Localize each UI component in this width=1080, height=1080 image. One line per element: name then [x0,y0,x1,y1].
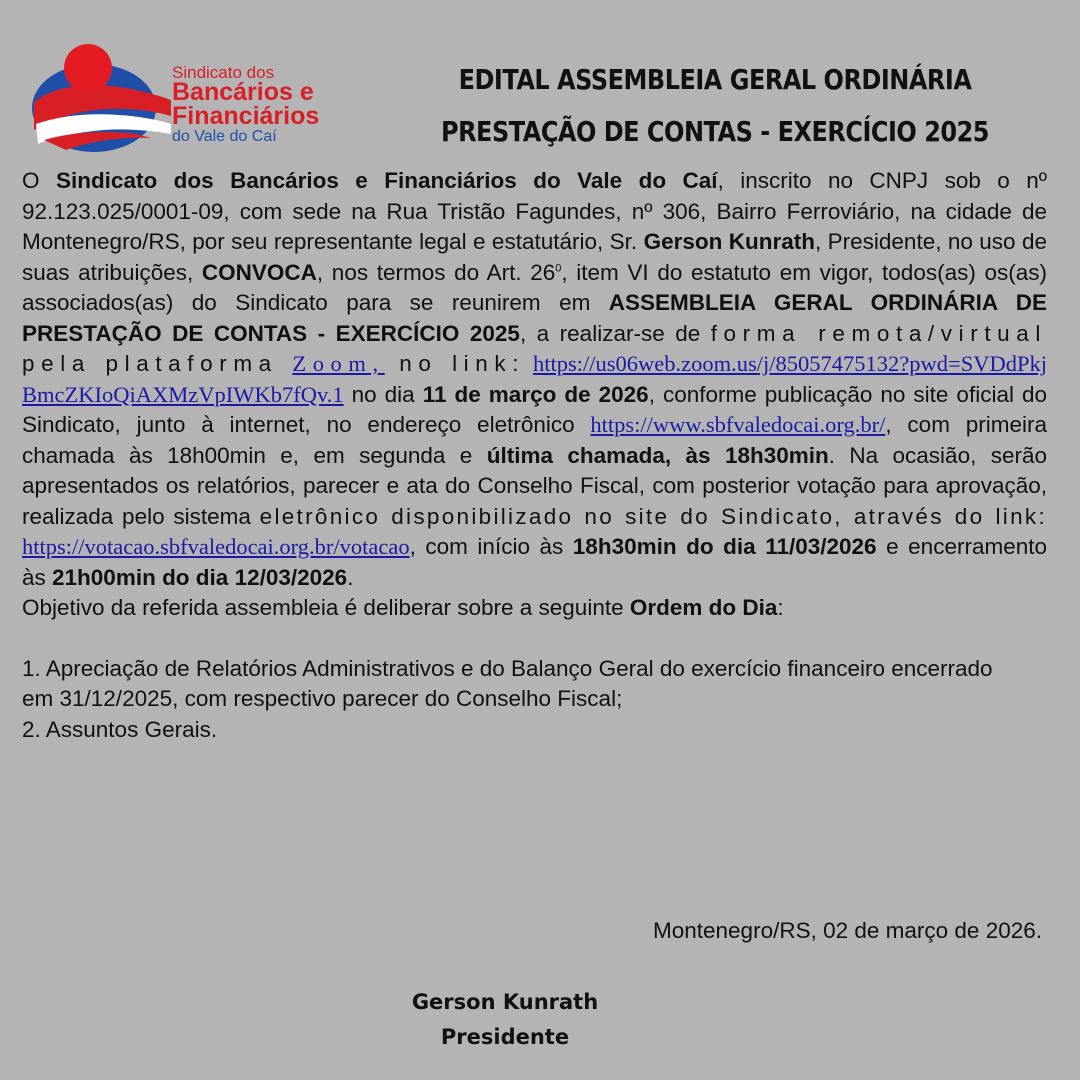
agenda-item: 1. Apreciação de Relatórios Administrativos e do Balanço Geral do exercício financeiro encerrado em 31/12/2025, com respectivo parecer do Conselho Fiscal; [22,655,993,711]
logo-text-line2: Bancários e [172,78,314,106]
last-call-time: última chamada, às 18h30min [486,442,829,468]
notice-body [22,166,1047,745]
agenda-label: Ordem do Dia [629,595,778,620]
agenda-list [22,654,1047,746]
assembly-name: ASSEMBLEIA GERAL ORDINÁRIA DE PRESTAÇÃO DE CONTAS - EXERCÍCIO 2025 [22,290,1047,346]
text: O [22,168,56,193]
agenda-intro [22,593,1047,624]
union-name: Sindicato dos Bancários e Financiários do Vale do Caí [55,168,718,193]
union-logo [26,40,356,160]
text: . Na ocasião, serão apresentados os relatórios, parecer e ata do Conselho Fiscal, com posterior votação para aprovação, realizada pelo sistema [22,442,1048,529]
logo-text-line3: Financiários [172,102,320,130]
text: no dia [343,381,423,407]
document-title: EDITAL ASSEMBLEIA GERAL ORDINÁRIA [458,63,972,97]
text: , inscrito no CNPJ sob o nº 92.123.025/0001-09, com sede na Rua Tristão Fagundes, nº 306, Bairro Ferroviário, na cidade de Montenegro/RS, por seu representante legal e estatutário, Sr. [22,168,1047,254]
meeting-date: 11 de março de 2026 [422,381,649,407]
text: , nos termos do Art. 26 [316,259,556,285]
text: , item VI do estatuto em vigor, todos(as) os(as) associados(as) do Sindicato para se reunirem em [22,259,1047,315]
text: , com primeira chamada às 18h00min e, em segunda e [22,412,1047,468]
text: forma remota/virtual pela plataforma [22,320,1047,376]
text: , com início às [409,534,573,559]
superscript: 0 [555,262,562,274]
text: no link: [384,351,526,376]
text: . [347,564,354,590]
logo-emblem-icon [26,40,176,160]
text: , a realizar-se de [519,320,711,346]
text: eletrônico disponibilizado no site do Sindicato, através do link: [259,503,1047,529]
signature-role: Presidente [440,1025,570,1049]
text: e encerramento às [22,534,1047,590]
logo-text-line1: Sindicato dos [172,63,275,82]
text: : [777,595,784,620]
agenda-item: 2. Assuntos Gerais. [22,716,218,742]
text: , Presidente, no uso de suas atribuições, [22,229,1047,285]
president-name: Gerson Kunrath [643,229,815,254]
voting-start: 18h30min do dia 11/03/2026 [572,534,877,559]
zoom-link[interactable]: Zoom, [292,351,385,376]
text: , conforme publicação no site oficial do Sindicato, junto à internet, no endereço eletrônico [22,381,1047,437]
signature-name: Gerson Kunrath [411,990,599,1014]
notice-paragraph [22,166,1047,593]
logo-text-line4: do Vale do Caí [172,128,277,145]
zoom-meeting-link[interactable]: https://us06web.zoom.us/j/85057475132?pwd=SVDdPkjBmcZKIoQiAXMzVpIWKb7fQv.1 [22,351,1047,407]
voting-link[interactable]: https://votacao.sbfvaledocai.org.br/votacao [22,534,410,559]
text: Objetivo da referida assembleia é deliberar sobre a seguinte [22,595,630,620]
website-link[interactable]: https://www.sbfvaledocai.org.br/ [590,412,886,437]
place-date: Montenegro/RS, 02 de março de 2026. [653,918,1042,943]
convoca-word: CONVOCA [201,259,317,285]
document-subtitle: PRESTAÇÃO DE CONTAS - EXERCÍCIO 2025 [440,115,989,149]
voting-end: 21h00min do dia 12/03/2026 [52,564,348,590]
